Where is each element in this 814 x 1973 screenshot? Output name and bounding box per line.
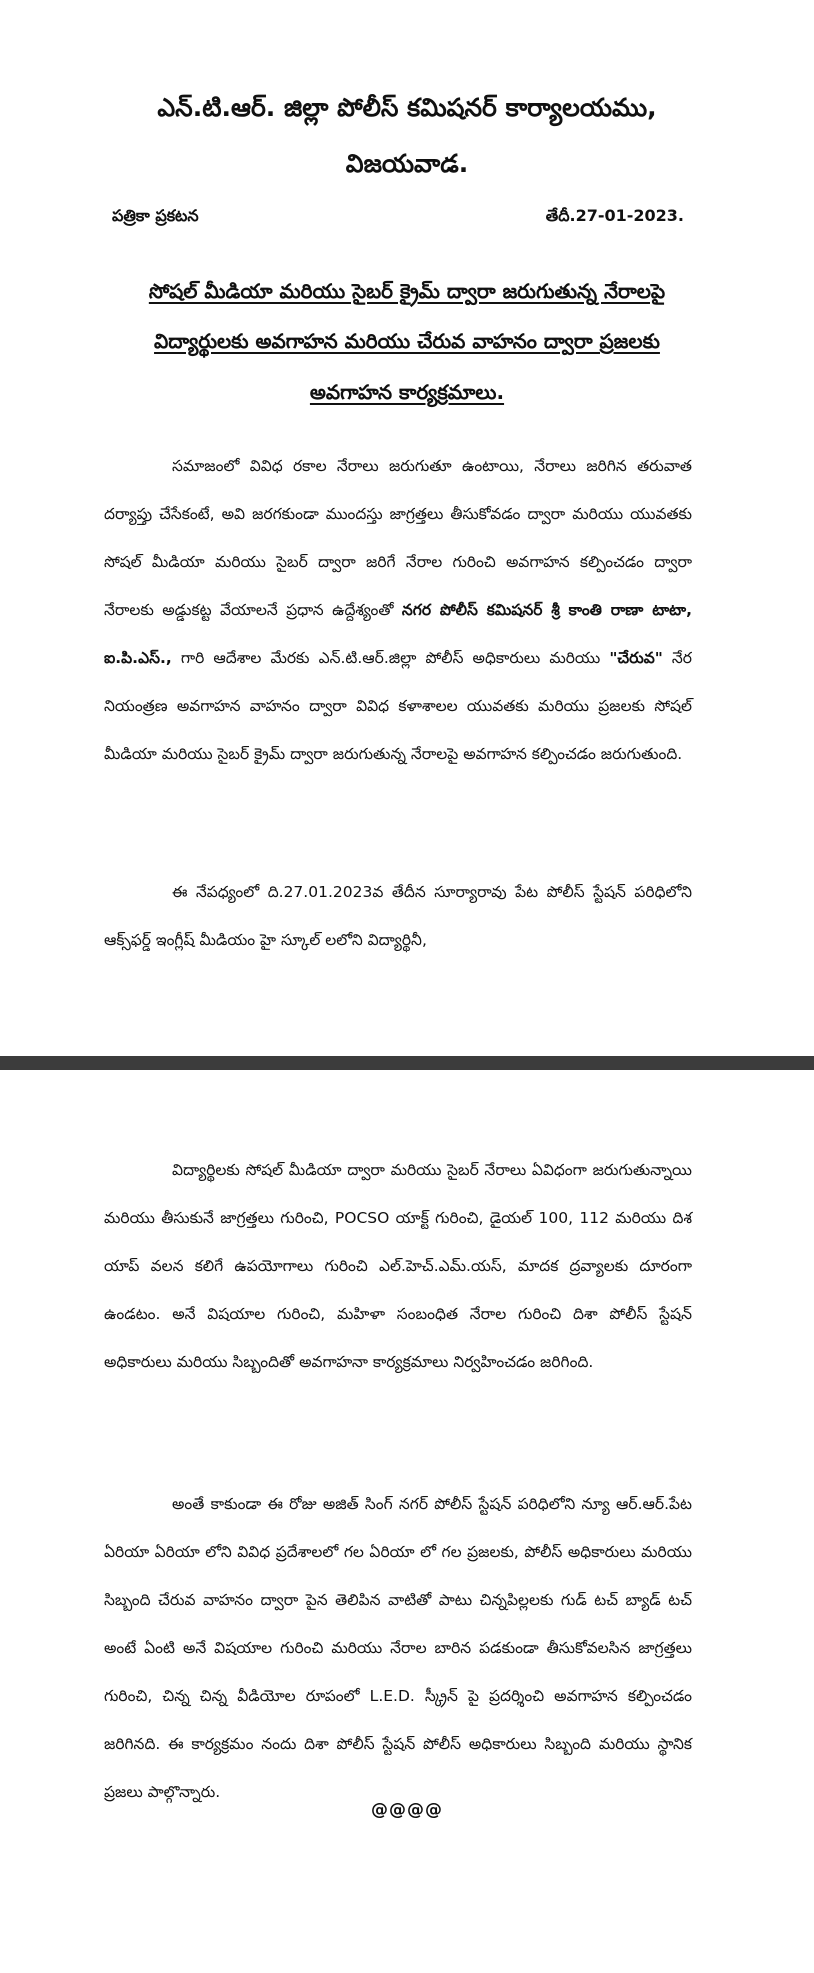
paragraph-1-text-c: నేర నియంత్రణ అవగాహన వాహనం ద్వారా వివిధ కళాశాలల యువతకు మరియు ప్రజలకు సోషల్ మీడియా మరియు సైబర్ క్రైమ్ ద్వారా జరుగుతున్న నేరాలపై అవగాహన కల్పించడం జరుగుతుంది.	[104, 649, 692, 763]
paragraph-1-text-b: గారి ఆదేశాల మేరకు ఎన్.టి.ఆర్.జిల్లా పోలీస్ అధికారులు మరియు	[171, 649, 610, 667]
press-release-date: తేదీ.27-01-2023.	[545, 206, 684, 225]
paragraph-1-text-a: సమాజంలో వివిధ రకాల నేరాలు జరుగుతూ ఉంటాయి, నేరాలు జరిగిన తరువాత దర్యాప్తు చేసేకంటే, అవి జరగకుండా ముందస్తు జాగ్రత్తలు తీసుకోవడం ద్వారా మరియు యువతకు సోషల్ మీడియా మరియు సైబర్ ద్వారా జరిగే నేరాల గురించి అవగాహన కల్పించడం ద్వారా నేరాలకు అడ్డుకట్ట వేయాలనే ప్రధాన ఉద్దేశ్యంతో	[104, 457, 692, 619]
press-release-label: పత్రికా ప్రకటన	[112, 206, 199, 225]
headline-line-1: సోషల్ మీడియా మరియు సైబర్ క్రైమ్ ద్వారా జరుగుతున్న నేరాలపై	[148, 279, 666, 303]
city-title: విజయవాడ.	[345, 149, 469, 178]
commissioner-name: నగర పోలీస్ కమిషనర్ శ్రీ కాంతి రాణా టాటా, ఐ.పి.ఎస్.,	[104, 601, 692, 667]
headline-line-2: విద్యార్థులకు అవగాహన మరియు చేరువ వాహనం ద్వారా ప్రజలకు	[154, 329, 660, 353]
office-title: ఎన్.టి.ఆర్. జిల్లా పోలీస్ కమిషనర్ కార్యాలయము,	[157, 93, 657, 122]
body-paragraph-1	[104, 442, 692, 778]
body-paragraph-2: ఈ నేపధ్యంలో ది.27.01.2023వ తేదీన సూర్యారావు పేట పోలీస్ స్టేషన్ పరిధిలోని ఆక్స్‌ఫర్డ్ ఇంగ్లీష్ మీడియం హై స్కూల్ లలోని విద్యార్థినీ,	[104, 883, 692, 949]
closing-mark: @@@@	[371, 1800, 443, 1820]
body-paragraph-3: విద్యార్థిలకు సోషల్ మీడియా ద్వారా మరియు సైబర్ నేరాలు ఏవిధంగా జరుగుతున్నాయి మరియు తీసుకునే జాగ్రత్తలు గురించి, POCSO యాక్ట్ గురించి, డైయల్ 100, 112 మరియు దిశ యాప్ వలన కలిగే ఉపయోగాలు గురించి ఎల్.హెచ్.ఎమ్.యస్, మాదక ద్రవ్యాలకు దూరంగా ఉండటం. అనే విషయాల గురించి, మహిళా సంబంధిత నేరాల గురించి దిశా పోలీస్ స్టేషన్ అధికారులు మరియు సిబ్బందితో అవగాహనా కార్యక్రమాలు నిర్వహించడం జరిగింది.	[104, 1161, 692, 1371]
page-separator	[0, 1056, 814, 1070]
headline-line-3: అవగాహన కార్యక్రమాలు.	[309, 380, 505, 404]
cheruva-vehicle-name: "చేరువ"	[609, 649, 663, 667]
body-paragraph-4: అంతే కాకుండా ఈ రోజు అజిత్ సింగ్ నగర్ పోలీస్ స్టేషన్ పరిధిలోని న్యూ ఆర్.ఆర్.పేట ఏరియా ఏరియా లోని వివిధ ప్రదేశాలలో గల ఏరియా లో గల ప్రజలకు, పోలీస్ అధికారులు మరియు సిబ్బంది చేరువ వాహనం ద్వారా పైన తెలిపిన వాటితో పాటు చిన్నపిల్లలకు గుడ్ టచ్ బ్యాడ్ టచ్ అంటే ఏంటి అనే విషయాల గురించి మరియు నేరాల బారిన పడకుండా తీసుకోవలసిన జాగ్రత్తలు గురించి, చిన్న చిన్న వీడియోల రూపంలో L.E.D. స్క్రీన్ పై ప్రదర్శించి అవగాహన కల్పించడం జరిగినది. ఈ కార్యక్రమం నందు దిశా పోలీస్ స్టేషన్ పోలీస్ అధికారులు సిబ్బంది మరియు స్థానిక ప్రజలు పాల్గొన్నారు.	[104, 1495, 692, 1801]
